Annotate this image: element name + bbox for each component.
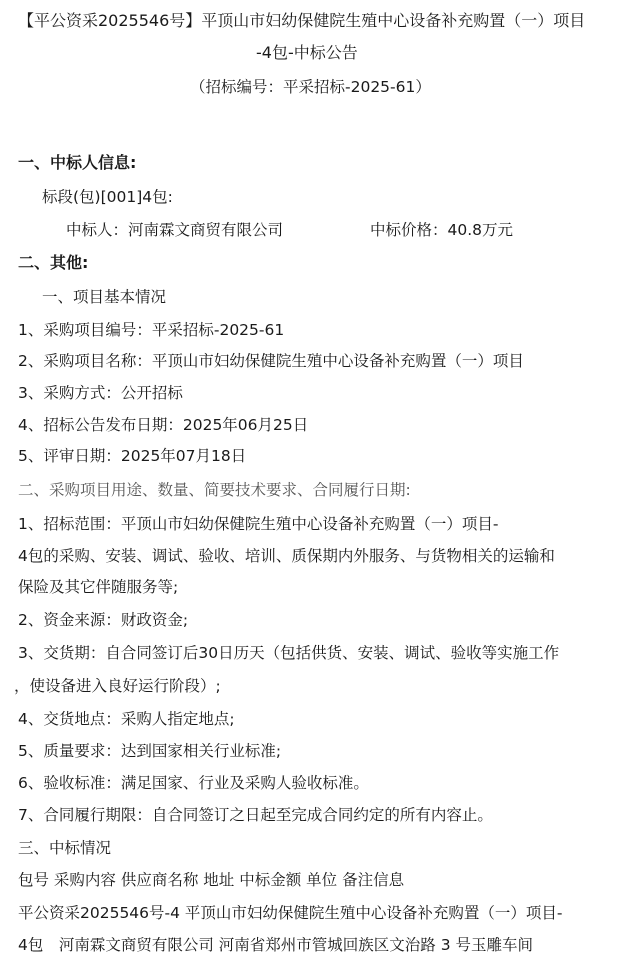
project-info-item: 3、采购方式：公开招标 xyxy=(18,384,183,402)
award-table-row: 平公资采2025546号-4 平顶山市妇幼保健院生殖中心设备补充购置（一）项目- xyxy=(18,904,563,922)
detail-item: 2、资金来源：财政资金; xyxy=(18,611,189,629)
winning-price: 中标价格：40.8万元 xyxy=(370,221,514,239)
detail-item: 6、验收标准：满足国家、行业及采购人验收标准。 xyxy=(18,774,369,792)
award-table-header: 包号 采购内容 供应商名称 地址 中标金额 单位 备注信息 xyxy=(18,871,405,889)
section-heading-winner-info: 一、中标人信息: xyxy=(18,153,137,172)
project-info-item: 2、采购项目名称：平顶山市妇幼保健院生殖中心设备补充购置（一）项目 xyxy=(18,352,524,370)
project-info-item: 5、评审日期：2025年07月18日 xyxy=(18,447,247,465)
announcement-title-line2: -4包-中标公告 xyxy=(256,43,358,62)
announcement-title-line1: 【平公资采2025546号】平顶山市妇幼保健院生殖中心设备补充购置（一）项目 xyxy=(18,11,586,30)
detail-item-continuation: ，使设备进入良好运行阶段）; xyxy=(14,677,221,695)
project-info-item: 4、招标公告发布日期：2025年06月25日 xyxy=(18,416,309,434)
tender-number: （招标编号：平采招标-2025-61） xyxy=(190,78,431,96)
scope-line: 4包的采购、安装、调试、验收、培训、质保期内外服务、与货物相关的运输和 xyxy=(18,547,555,565)
project-info-item: 1、采购项目编号：平采招标-2025-61 xyxy=(18,321,285,339)
scope-line: 1、招标范围：平顶山市妇幼保健院生殖中心设备补充购置（一）项目- xyxy=(18,515,499,533)
lot-label: 标段(包)[001]4包: xyxy=(42,188,173,206)
subsection-project-basics: 一、项目基本情况 xyxy=(42,288,167,306)
detail-item: 5、质量要求：达到国家相关行业标准; xyxy=(18,742,282,760)
winner-name: 中标人：河南霖文商贸有限公司 xyxy=(66,221,284,239)
section-heading-other: 二、其他: xyxy=(18,253,89,272)
scope-line: 保险及其它伴随服务等; xyxy=(18,578,179,596)
award-table-row-continuation: 4包 河南霖文商贸有限公司 河南省郑州市管城回族区文治路 3 号玉雕车间 xyxy=(18,936,534,954)
detail-item: 3、交货期：自合同签订后30日历天（包括供货、安装、调试、验收等实施工作 xyxy=(18,644,560,662)
detail-item: 7、合同履行期限：自合同签订之日起至完成合同约定的所有内容止。 xyxy=(18,806,493,824)
subsection-award-status: 三、中标情况 xyxy=(18,839,112,857)
detail-item: 4、交货地点：采购人指定地点; xyxy=(18,710,235,728)
subsection-usage-requirements: 二、采购项目用途、数量、简要技术要求、合同履行日期: xyxy=(18,481,411,499)
